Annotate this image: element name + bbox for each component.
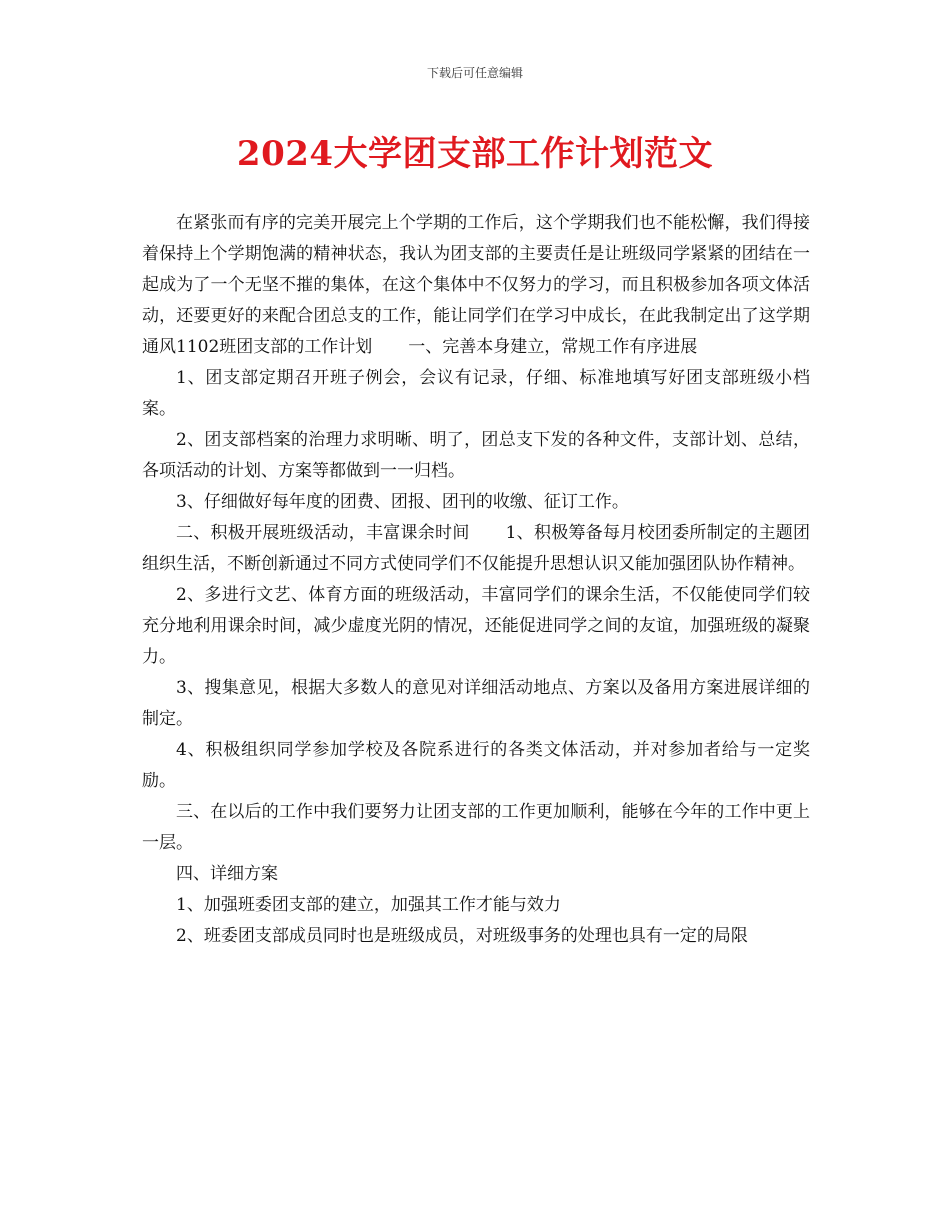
document-body: [142, 208, 810, 952]
paragraph: 2、团支部档案的治理力求明晰、明了，团总支下发的各种文件，支部计划、总结，各项活动的计划、方案等都做到一一归档。: [142, 430, 810, 481]
section-heading-2: 二、积极开展班级活动，丰富课余时间: [176, 523, 470, 543]
section-heading-3: 三、在以后的工作中我们要努力让团支部的工作更加顺利，能够在今年的工作中更上一层。: [142, 802, 810, 853]
paragraph: 2、多进行文艺、体育方面的班级活动，丰富同学们的课余生活，不仅能使同学们较充分地利用课余时间，减少虚度光阴的情况，还能促进同学之间的友谊，加强班级的凝聚力。: [142, 585, 810, 667]
header-note: 下载后可任意编辑: [426, 66, 523, 80]
paragraph-text: 在紧张而有序的完美开展完上个学期的工作后，这个学期我们也不能松懈，我们得接着保持上个学期饱满的精神状态，我认为团支部的主要责任是让班级同学紧紧的团结在一起成为了一个无坚不摧的集体，在这个集体中不仅努力的学习，而且积极参加各项文体活动，还要更好的来配合团总支的工作，能让同学们在学习中成长，在此我制定出了这学期通风1102班团支部的工作计划: [142, 213, 810, 357]
paragraph-intro: [142, 208, 810, 363]
paragraph: 3、仔细做好每年度的团费、团报、团刊的收缴、征订工作。: [176, 492, 629, 512]
paragraph: 2、班委团支部成员同时也是班级成员，对班级事务的处理也具有一定的局限: [176, 926, 748, 946]
section-heading-4: 四、详细方案: [176, 864, 278, 884]
paragraph: 1、团支部定期召开班子例会，会议有记录，仔细、标准地填写好团支部班级小档案。: [142, 368, 810, 419]
document-title: 2024大学团支部工作计划范文: [236, 134, 714, 174]
section-heading-1: 一、完善本身建立，常规工作有序进展: [408, 337, 698, 357]
paragraph-section-2: [142, 518, 810, 580]
paragraph: 3、搜集意见，根据大多数人的意见对详细活动地点、方案以及备用方案进展详细的制定。: [142, 678, 810, 729]
paragraph: 4、积极组织同学参加学校及各院系进行的各类文体活动，并对参加者给与一定奖励。: [142, 740, 810, 791]
paragraph-text: 1、积极筹备每月校团委所制定的主题团组织生活，不断创新通过不同方式使同学们不仅能提升思想认识又能加强团队协作精神。: [142, 523, 810, 574]
paragraph: 1、加强班委团支部的建立，加强其工作才能与效力: [176, 895, 561, 915]
